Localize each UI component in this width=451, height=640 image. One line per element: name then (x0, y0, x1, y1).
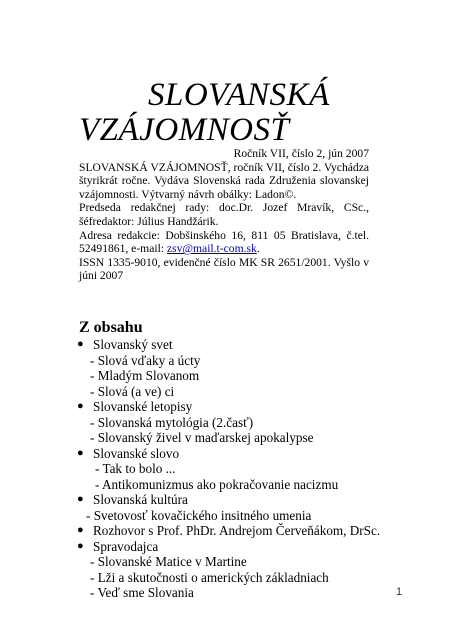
publisher-info: SLOVANSKÁ VZÁJOMNOSŤ, ročník VII, číslo 2. Vychádza štyrikrát ročne. Vydáva Slovenská rada Združenia slovanskej vzájomnosti. Výtvarný návrh obálky: Ladon©. (79, 160, 369, 201)
bullet-icon: ● (77, 493, 84, 505)
bullet-icon: ● (77, 400, 84, 412)
toc-item: - Slová vďaky a úcty (90, 352, 201, 368)
toc-section (77, 399, 380, 415)
masthead (79, 147, 369, 283)
toc-item: - Slová (a ve) ci (90, 383, 175, 399)
page-number: 1 (396, 586, 403, 598)
address-end: . (256, 242, 260, 256)
toc-item: - Slovanská mytológia (2.časť) (90, 414, 254, 430)
toc-section-label: Slovanská kultúra (93, 492, 188, 507)
magazine-title-line-1: SLOVANSKÁ (148, 77, 330, 113)
email-link[interactable]: zsv@mail.t-com.sk (166, 242, 257, 256)
editorial-address (79, 229, 369, 256)
bullet-icon: ● (77, 338, 84, 350)
toc-section (77, 337, 380, 353)
issn-info: ISSN 1335-9010, evidenčné číslo MK SR 2651/2001. Vyšlo v júni 2007 (79, 255, 369, 283)
toc-section-label: Rozhovor s Prof. PhDr. Andrejom Červeňákom, DrSc. (93, 523, 381, 538)
toc-section-label: Slovanské slovo (93, 445, 180, 461)
toc-section-label: Spravodajca (93, 538, 159, 554)
toc-section (77, 523, 380, 539)
toc-item: - Lži a skutočnosti o amerických základniach (90, 569, 329, 585)
table-of-contents (77, 337, 380, 601)
magazine-title-line-2: VZÁJOMNOSŤ (79, 112, 290, 148)
toc-item: - Svetovosť kovačického insitného umenia (86, 507, 312, 523)
toc-item: - Mladým Slovanom (90, 368, 200, 383)
toc-item: - Tak to bolo ... (95, 461, 176, 476)
toc-heading: Z obsahu (79, 319, 143, 336)
bullet-icon: ● (77, 539, 84, 552)
toc-item: - Slovanské Matice v Martine (90, 554, 247, 569)
toc-section-label: Slovanský svet (93, 337, 173, 352)
bullet-icon: ● (77, 446, 84, 459)
toc-section (77, 492, 380, 508)
issue-line: Ročník VII, číslo 2, jún 2007 (233, 147, 369, 160)
toc-item: - Antikomunizmus ako pokračovanie nacizmu (95, 476, 339, 492)
toc-section-label: Slovanské letopisy (93, 399, 193, 414)
bullet-icon: ● (77, 524, 84, 536)
toc-section (77, 446, 380, 462)
editorial-board: Predseda redakčnej rady: doc.Dr. Jozef Mravík, CSc., šéfredaktor: Július Handžárik. (79, 201, 369, 228)
toc-item: - Slovanský živel v maďarskej apokalypse (90, 430, 314, 445)
toc-item: - Veď sme Slovania (90, 585, 194, 600)
toc-section (77, 539, 380, 555)
address-text: Adresa redakcie: Dobšinského 16, 811 05 Bratislava, č.tel. 52491861, e-mail: (79, 228, 369, 256)
